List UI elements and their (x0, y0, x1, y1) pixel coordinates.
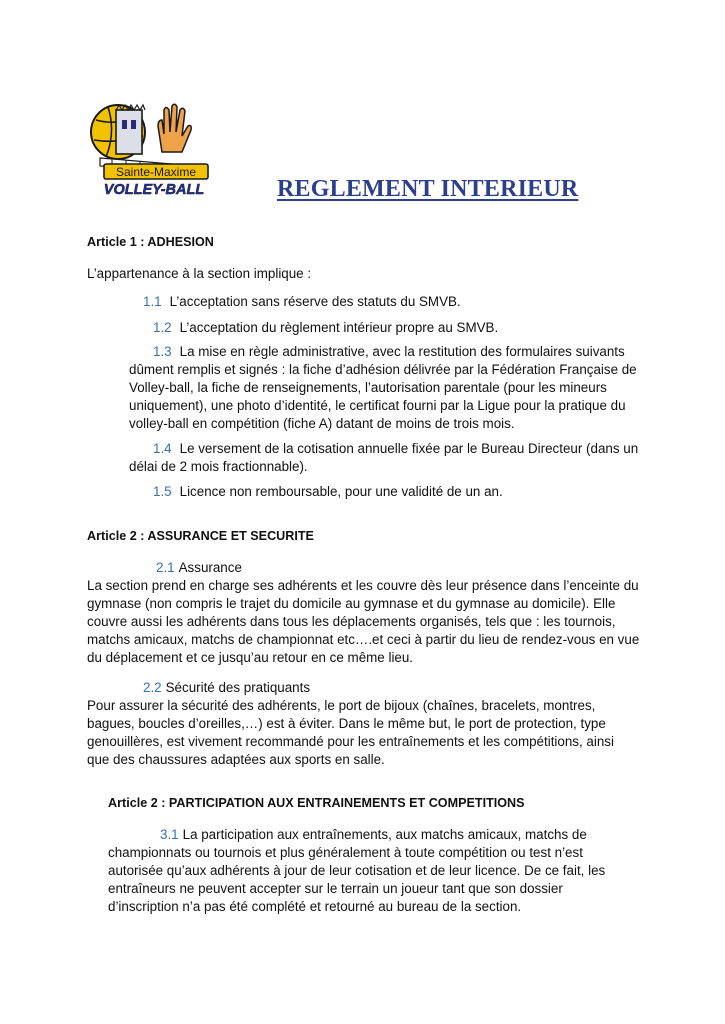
sub-title: Assurance (178, 560, 242, 575)
article2-sub2-title (143, 679, 310, 697)
item-text: L’acceptation sans réserve des statuts du SMVB. (169, 294, 461, 309)
item-number: 1.3 (153, 344, 172, 359)
sub-number: 2.2 (143, 680, 162, 695)
item-text: La mise en règle administrative, avec la restitution des formulaires suivants dûment remplis et signés : la fiche d’adhésion délivrée par la Fédération Française de Volley-ball, la fiche de renseignements, l’autorisation parentale (pour les mineurs uniquement), une photo d’identité, le certificat fourni par la Ligue pour la pratique du volley-ball en compétition (fiche A) datant de moins de trois mois. (129, 344, 637, 431)
article2-heading: Article 2 : ASSURANCE ET SECURITE (87, 529, 314, 543)
hand-icon (158, 104, 191, 152)
sub-number: 2.1 (156, 560, 175, 575)
logo-line1: Sainte-Maxime (115, 165, 197, 179)
article3-heading: Article 2 : PARTICIPATION AUX ENTRAINEMENTS ET COMPETITIONS (108, 796, 525, 810)
page-title: REGLEMENT INTERIEUR (277, 176, 579, 202)
article3-sub1 (108, 826, 608, 916)
item-number: 1.5 (153, 484, 172, 499)
sub-title: Sécurité des pratiquants (165, 680, 311, 695)
article1-intro: L’appartenance à la section implique : (87, 266, 312, 281)
sub-text: La participation aux entraînements, aux matchs amicaux, matchs de championnats ou tournois et plus généralement à toute compétition ou test n’est autorisée qu’aux adhérents à jour de leur cotisation et de leur licence. De ce fait, les entraîneurs ne peuvent accepter sur le terrain un joueur tant que son dossier d’inscription n’a pas été complété et retourné au bureau de la section. (108, 827, 606, 914)
item-number: 1.4 (153, 441, 172, 456)
item-text: Le versement de la cotisation annuelle fixée par le Bureau Directeur (dans un délai de 2 mois fractionnable). (129, 441, 639, 474)
list-item (143, 293, 643, 311)
club-logo (88, 96, 216, 200)
logo-line2: VOLLEY-BALL (103, 182, 205, 198)
article2-sub1-text: La section prend en charge ses adhérents et les couvre dès leur présence dans l’enceinte du gymnase (non compris le trajet du domicile au gymnase et du gymnase au domicile). Elle couvre aussi les adhérents dans tous les déplacements organisés, tels que : les tournois, matchs amicaux, matchs de championnat etc….et ceci à partir du lieu de rendez-vous en vue du déplacement et ce jusqu’au retour en ce même lieu. (87, 578, 640, 665)
item-text: Licence non remboursable, pour une validité de un an. (179, 484, 503, 499)
list-item (153, 483, 643, 501)
tower-icon (116, 105, 145, 154)
article2-sub2-text: Pour assurer la sécurité des adhérents, le port de bijoux (chaînes, bracelets, montres, bagues, boucles d’oreilles,…) est à éviter. Dans le même but, le port de protection, type genouillères, est vivement recommandé pour les entraînements et les compétitions, ainsi que des chaussures adaptées aux sports en salle. (87, 698, 614, 767)
item-number: 1.1 (143, 294, 162, 309)
sub-number: 3.1 (160, 827, 179, 842)
article2-sub1-title (156, 559, 242, 577)
list-item (129, 440, 643, 476)
article1-heading: Article 1 : ADHESION (87, 235, 214, 249)
list-item (153, 319, 643, 337)
item-number: 1.2 (153, 320, 172, 335)
item-text: L’acceptation du règlement intérieur propre au SMVB. (179, 320, 499, 335)
list-item (129, 343, 643, 433)
